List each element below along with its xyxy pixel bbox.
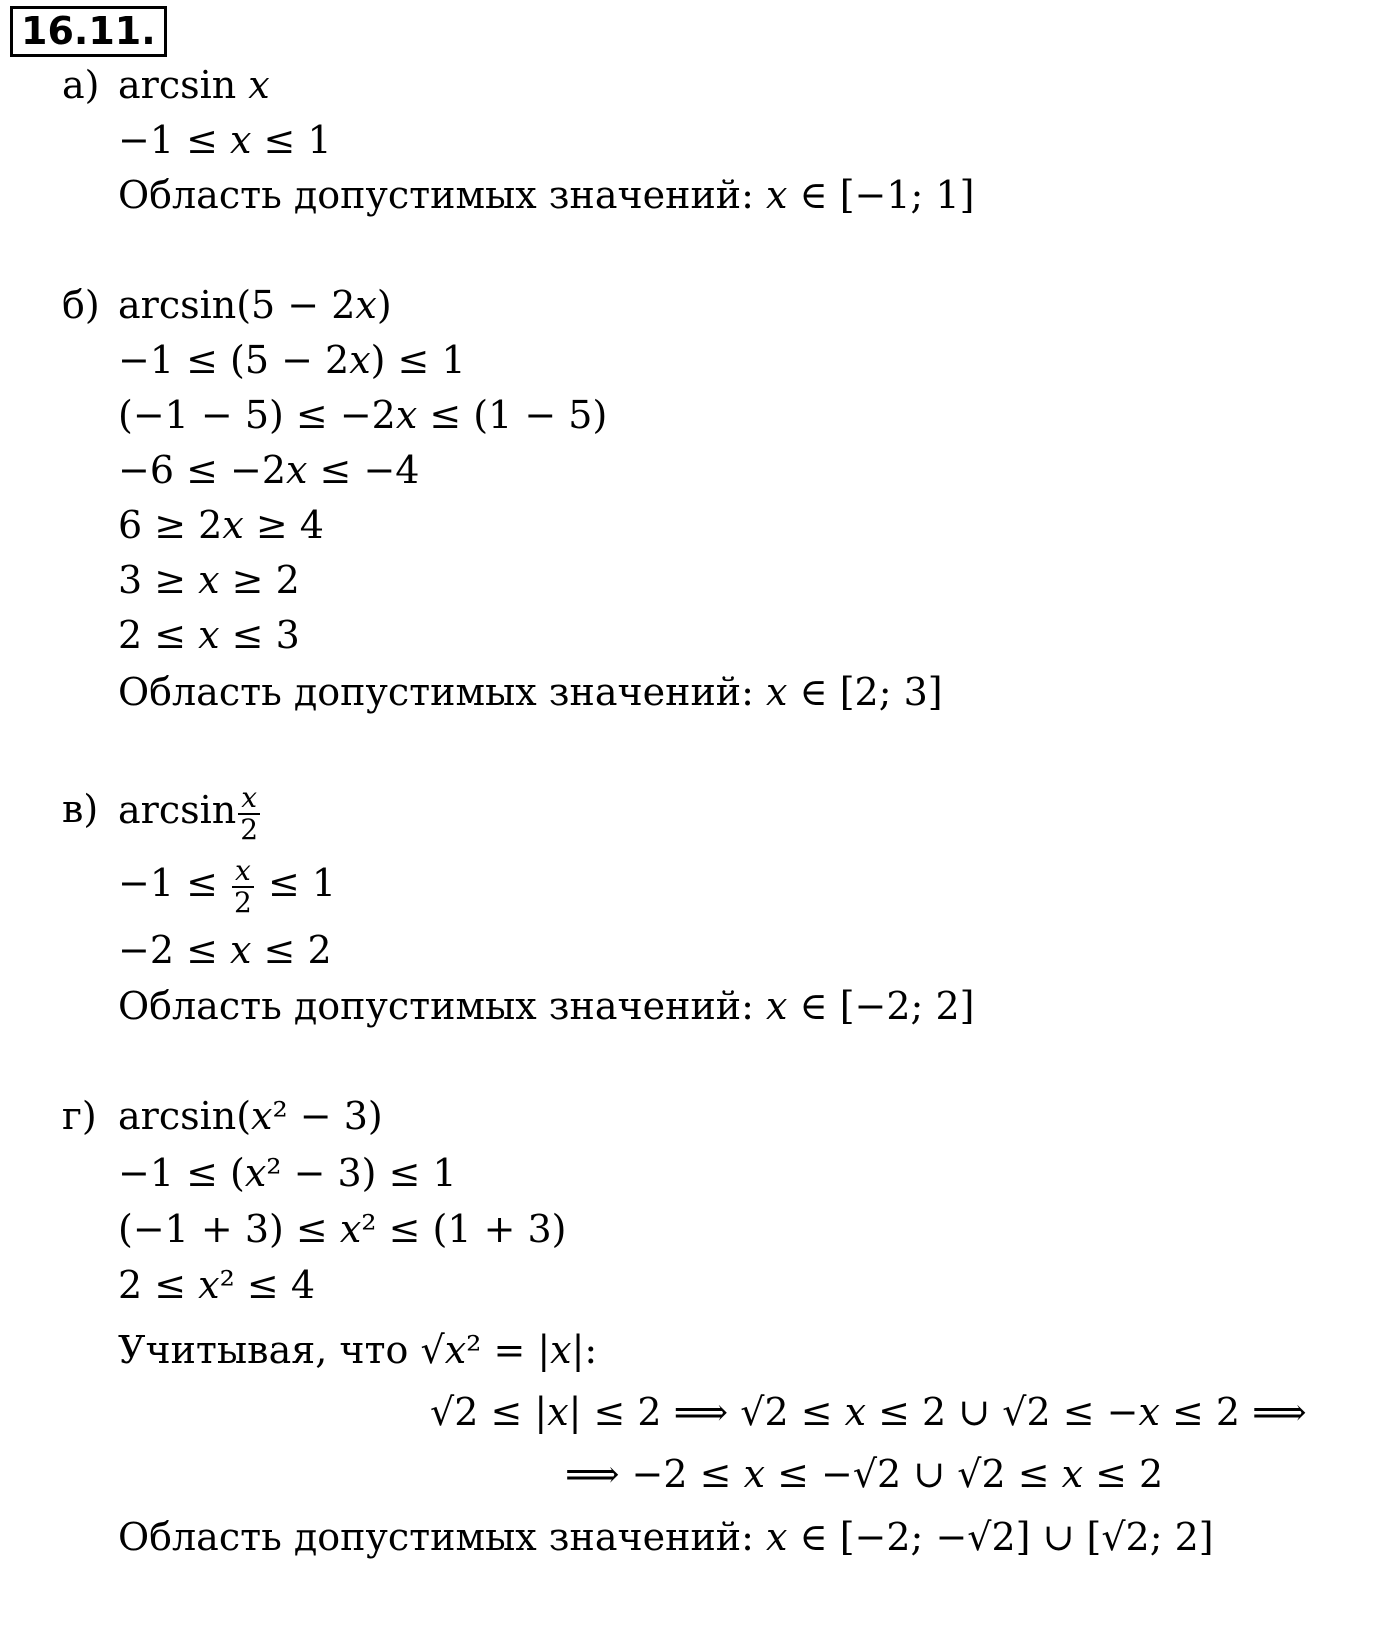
part-b-step-6: 2 ≤ 𝑥 ≤ 3 (118, 613, 300, 657)
part-g-expression: arcsin(𝑥² − 3) (118, 1094, 383, 1138)
part-v-label: в) (62, 787, 99, 831)
part-g-derivation-line-2: ⟹ −2 ≤ 𝑥 ≤ −√2 ∪ √2 ≤ 𝑥 ≤ 2 (565, 1452, 1164, 1496)
part-g-step-3: 2 ≤ 𝑥² ≤ 4 (118, 1263, 316, 1307)
fraction-x-over-2 (232, 856, 254, 917)
part-b-step-5: 3 ≥ 𝑥 ≥ 2 (118, 558, 300, 602)
fraction-numerator: 𝑥 (232, 856, 254, 887)
fraction-x-over-2 (238, 783, 260, 844)
part-g-identity (118, 1328, 598, 1372)
part-b-step-1: −1 ≤ (5 − 2𝑥) ≤ 1 (118, 338, 466, 382)
part-b-label: б) (62, 283, 100, 327)
odz-label: Область допустимых значений: (118, 173, 754, 217)
part-g-step-2: (−1 + 3) ≤ 𝑥² ≤ (1 + 3) (118, 1207, 567, 1251)
part-g-label: г) (62, 1094, 97, 1138)
part-v-step-2: −2 ≤ 𝑥 ≤ 2 (118, 928, 332, 972)
part-b-step-2: (−1 − 5) ≤ −2𝑥 ≤ (1 − 5) (118, 393, 608, 437)
fraction-denominator: 2 (234, 885, 252, 919)
part-g-odz (118, 1515, 1214, 1559)
part-b-step-4: 6 ≥ 2𝑥 ≥ 4 (118, 503, 324, 547)
part-g-derivation-line-1: √2 ≤ |𝑥| ≤ 2 ⟹ √2 ≤ 𝑥 ≤ 2 ∪ √2 ≤ −𝑥 ≤ 2 ⟹ (430, 1390, 1307, 1434)
sqrt-identity: √𝑥² = |𝑥|: (420, 1328, 598, 1372)
part-a-answer: 𝑥 ∈ [−1; 1] (766, 173, 975, 217)
part-b-answer: 𝑥 ∈ [2; 3] (766, 670, 943, 714)
part-a-expression: arcsin 𝑥 (118, 63, 270, 107)
part-v-answer: 𝑥 ∈ [−2; 2] (766, 984, 975, 1028)
part-b-odz (118, 670, 943, 714)
considering-label: Учитывая, что (118, 1328, 409, 1372)
part-v-odz (118, 984, 975, 1028)
part-b-step-3: −6 ≤ −2𝑥 ≤ −4 (118, 448, 420, 492)
part-v-step-1 (118, 845, 336, 921)
part-b-expression: arcsin(5 − 2𝑥) (118, 283, 392, 327)
part-a-odz (118, 173, 975, 217)
odz-label: Область допустимых значений: (118, 1515, 754, 1559)
part-g-answer: 𝑥 ∈ [−2; −√2] ∪ [√2; 2] (766, 1515, 1214, 1559)
odz-label: Область допустимых значений: (118, 984, 754, 1028)
inequality-left: −1 ≤ (118, 861, 218, 905)
part-v-expression (118, 770, 262, 850)
fraction-denominator: 2 (240, 812, 259, 846)
part-g-step-1: −1 ≤ (𝑥² − 3) ≤ 1 (118, 1151, 457, 1195)
part-a-step-1: −1 ≤ 𝑥 ≤ 1 (118, 118, 332, 162)
fraction-numerator: 𝑥 (238, 783, 260, 814)
inequality-right: ≤ 1 (267, 861, 337, 905)
part-a-label: а) (62, 63, 100, 107)
problem-number: 16.11. (10, 6, 167, 57)
odz-label: Область допустимых значений: (118, 670, 754, 714)
arcsin-function: arcsin (118, 788, 237, 832)
